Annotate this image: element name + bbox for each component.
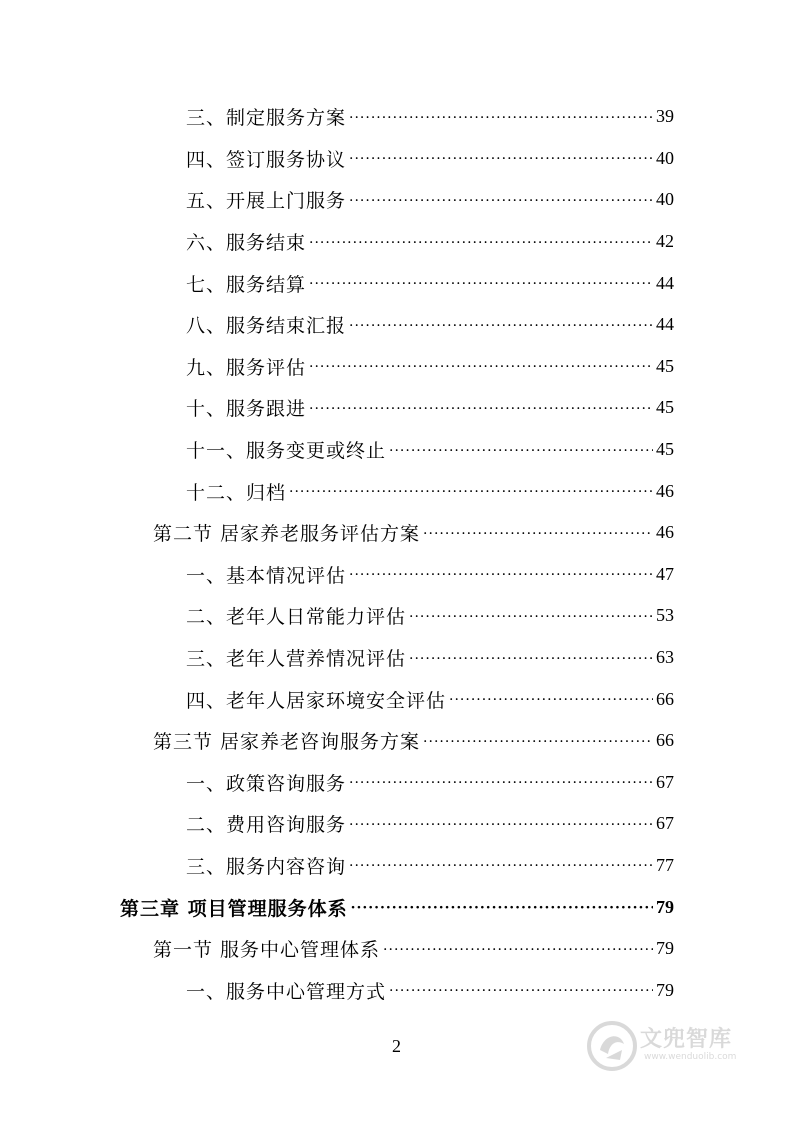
watermark-text: 文兜智库 (640, 1027, 733, 1052)
toc-entry[interactable] (0, 221, 793, 263)
toc-entry[interactable] (0, 96, 793, 138)
toc-entry[interactable] (0, 803, 793, 845)
toc-entry-title: 一、基本情况评估 (186, 564, 347, 587)
toc-entry-title: 第一节 服务中心管理体系 (153, 939, 381, 962)
toc-entry[interactable] (0, 262, 793, 304)
table-of-contents (0, 96, 793, 1011)
watermark (586, 1018, 776, 1074)
toc-entry-page: 46 (656, 522, 674, 543)
toc-leader-dots (349, 775, 653, 791)
toc-leader-dots (349, 858, 653, 874)
toc-entry-title: 一、服务中心管理方式 (186, 980, 387, 1003)
toc-entry-page: 67 (656, 813, 674, 834)
toc-leader-dots (349, 318, 653, 334)
toc-entry-title: 第三节 居家养老咨询服务方案 (153, 731, 421, 754)
toc-entry-title: 一、政策咨询服务 (186, 772, 347, 795)
toc-chapter-entry[interactable] (0, 886, 793, 928)
toc-leader-dots (351, 900, 653, 916)
toc-entry[interactable] (0, 969, 793, 1011)
toc-entry[interactable] (0, 138, 793, 180)
toc-entry-page: 42 (656, 231, 674, 252)
toc-entry[interactable] (0, 179, 793, 221)
toc-entry-page: 66 (656, 730, 674, 751)
toc-entry-page: 40 (656, 189, 674, 210)
toc-entry-page: 79 (656, 979, 674, 1000)
toc-leader-dots (449, 692, 653, 708)
toc-entry-page: 67 (656, 771, 674, 792)
toc-entry-page: 46 (656, 480, 674, 501)
toc-entry[interactable] (0, 762, 793, 804)
toc-leader-dots (409, 609, 653, 625)
toc-entry-title: 第二节 居家养老服务评估方案 (153, 523, 421, 546)
wendou-logo-icon (586, 1020, 638, 1072)
toc-entry-title: 四、签订服务协议 (186, 148, 347, 171)
toc-entry-title: 十一、服务变更或终止 (186, 440, 387, 463)
toc-entry[interactable] (0, 429, 793, 471)
toc-leader-dots (349, 110, 653, 126)
toc-leader-dots (423, 526, 653, 542)
toc-entry-title: 第三章 项目管理服务体系 (120, 897, 348, 920)
toc-entry-title: 七、服务结算 (186, 273, 307, 296)
toc-entry-page: 45 (656, 439, 674, 460)
toc-leader-dots (389, 443, 653, 459)
toc-entry-page: 44 (656, 272, 674, 293)
toc-leader-dots (349, 567, 653, 583)
toc-entry-title: 九、服务评估 (186, 356, 307, 379)
toc-leader-dots (389, 983, 653, 999)
toc-entry[interactable] (0, 595, 793, 637)
toc-section-entry[interactable] (0, 928, 793, 970)
toc-entry[interactable] (0, 554, 793, 596)
toc-leader-dots (349, 817, 653, 833)
toc-section-entry[interactable] (0, 512, 793, 554)
toc-entry-title: 三、老年人营养情况评估 (186, 648, 407, 671)
toc-leader-dots (309, 401, 653, 417)
toc-entry[interactable] (0, 678, 793, 720)
page-number: 2 (392, 1036, 401, 1056)
watermark-url: www.wenduolib.com (644, 1052, 737, 1062)
toc-entry[interactable] (0, 346, 793, 388)
toc-entry-page: 39 (656, 106, 674, 127)
toc-leader-dots (409, 651, 653, 667)
toc-entry-title: 十二、归档 (186, 481, 287, 504)
toc-entry[interactable] (0, 304, 793, 346)
toc-entry-page: 45 (656, 397, 674, 418)
toc-entry-title: 十、服务跟进 (186, 398, 307, 421)
toc-entry[interactable] (0, 470, 793, 512)
toc-leader-dots (309, 359, 653, 375)
toc-entry-title: 六、服务结束 (186, 232, 307, 255)
toc-entry-page: 77 (656, 854, 674, 875)
toc-entry-title: 二、老年人日常能力评估 (186, 606, 407, 629)
toc-entry-title: 四、老年人居家环境安全评估 (186, 689, 447, 712)
toc-entry[interactable] (0, 845, 793, 887)
toc-entry-page: 63 (656, 647, 674, 668)
toc-leader-dots (349, 193, 653, 209)
toc-entry[interactable] (0, 637, 793, 679)
toc-entry-title: 二、费用咨询服务 (186, 814, 347, 837)
toc-leader-dots (349, 151, 653, 167)
toc-leader-dots (423, 734, 653, 750)
toc-entry-page: 44 (656, 314, 674, 335)
toc-entry-title: 八、服务结束汇报 (186, 315, 347, 338)
toc-leader-dots (383, 942, 653, 958)
toc-entry-page: 66 (656, 688, 674, 709)
toc-leader-dots (289, 484, 653, 500)
toc-entry-page: 53 (656, 605, 674, 626)
toc-entry-page: 40 (656, 147, 674, 168)
toc-leader-dots (309, 276, 653, 292)
toc-leader-dots (309, 235, 653, 251)
toc-section-entry[interactable] (0, 720, 793, 762)
toc-entry-title: 三、服务内容咨询 (186, 855, 347, 878)
toc-entry[interactable] (0, 387, 793, 429)
toc-entry-page: 79 (656, 938, 674, 959)
toc-entry-page: 45 (656, 355, 674, 376)
toc-entry-page: 47 (656, 563, 674, 584)
toc-entry-title: 三、制定服务方案 (186, 107, 347, 130)
toc-entry-page: 79 (656, 896, 674, 917)
toc-entry-title: 五、开展上门服务 (186, 190, 347, 213)
